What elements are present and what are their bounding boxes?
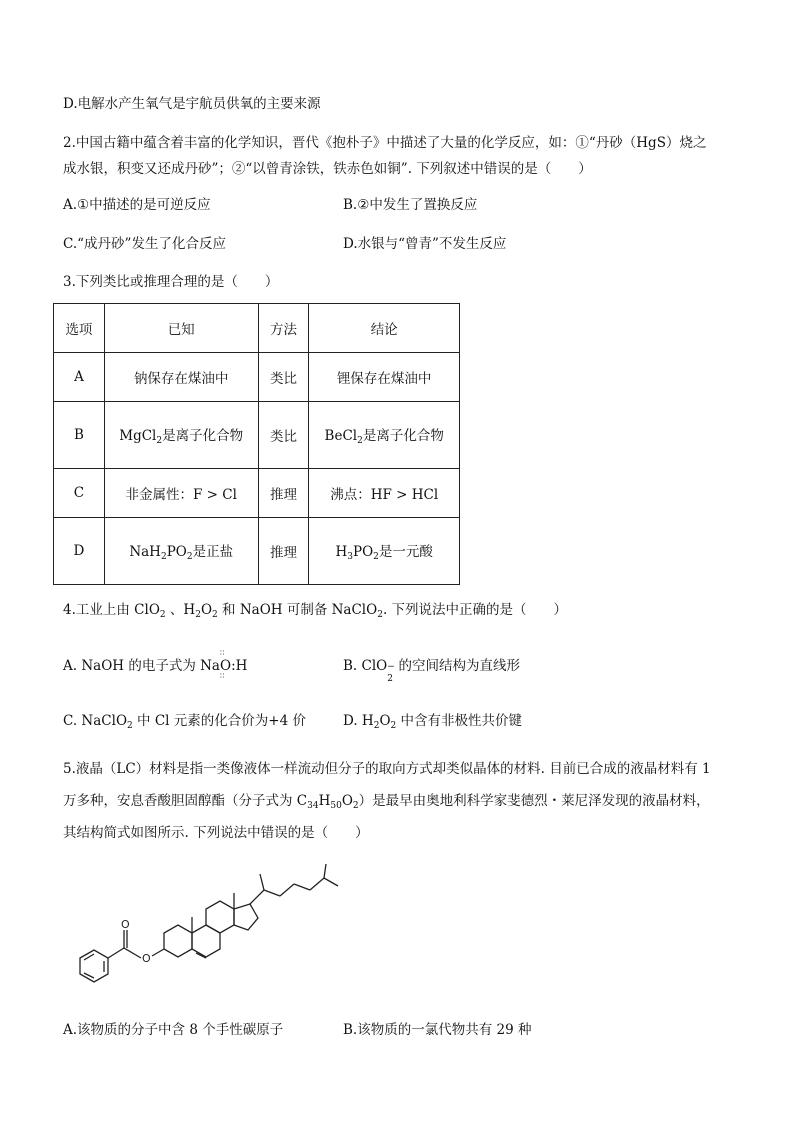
row-method: 类比 — [258, 402, 309, 469]
row-known: 钠保存在煤油中 — [104, 353, 258, 402]
q5-stem-line2: 万多种，安息香酸胆固醇酯（分子式为 $C_{34}H_{50}O_2$）是最早由奥地利科学家斐德烈・莱尼泽发现的液晶材料， — [63, 793, 710, 811]
carbonyl-oxygen: O — [121, 918, 130, 931]
cholesteryl-benzoate-structure — [66, 860, 366, 995]
lewis-oxygen: ∶∶ O ∶∶ — [219, 649, 232, 680]
row-option: D — [54, 518, 105, 585]
q5-stem-line1: 5.液晶（LC）材料是指一类像液体一样流动但分子的取向方式却类似晶体的材料. 目前已合成的液晶材料有 1 — [63, 761, 711, 777]
row-conclusion: 锂保存在煤油中 — [309, 353, 460, 402]
row-known: 非金属性：F > Cl — [104, 469, 258, 518]
row-method: 推理 — [258, 469, 309, 518]
row-option: B — [54, 402, 105, 469]
row-option: C — [54, 469, 105, 518]
header-option: 选项 — [54, 304, 105, 353]
q1-option-d: D.电解水产生氧气是宇航员供氧的主要来源 — [63, 96, 321, 112]
row-conclusion: BeCl$_2$是离子化合物 — [309, 402, 460, 469]
q4-option-a: A. NaOH 的电子式为 Na ∶∶ O ∶∶ :H — [63, 649, 248, 680]
q3-stem: 3.下列类比或推理合理的是（ ） — [63, 274, 279, 290]
q5-option-a: A.该物质的分子中含 8 个手性碳原子 — [63, 1022, 284, 1038]
lone-pair-top: ∶∶ — [219, 649, 226, 657]
row-option: A — [54, 353, 105, 402]
header-conclusion: 结论 — [309, 304, 460, 353]
q4-stem: 4.工业上由 ClO$_2$ 、$H_2O_2$ 和 NaOH 可制备 NaClO$_2$. 下列说法中正确的是（ ） — [63, 602, 568, 620]
table-header-row — [54, 304, 460, 353]
q2-option-d: D.水银与“曾青”不发生反应 — [343, 236, 507, 252]
header-known: 已知 — [104, 304, 258, 353]
table-row — [54, 353, 460, 402]
row-method: 推理 — [258, 518, 309, 585]
q5-stem-line3: 其结构简式如图所示. 下列说法中错误的是（ ） — [63, 825, 369, 841]
row-conclusion: $H_3PO_2$是一元酸 — [309, 518, 460, 585]
table-row — [54, 469, 460, 518]
q4-option-d: D. $H_2O_2$ 中含有非极性共价键 — [343, 713, 523, 731]
q3-table — [53, 303, 460, 585]
row-known: MgCl$_2$是离子化合物 — [104, 402, 258, 469]
table-row — [54, 402, 460, 469]
q5-option-b: B.该物质的一氯代物共有 29 种 — [343, 1022, 532, 1038]
q2-stem-line1: 2.中国古籍中蕴含着丰富的化学知识，晋代《抱朴子》中描述了大量的化学反应，如：①“丹砂（HgS）烧之 — [63, 135, 707, 151]
header-method: 方法 — [258, 304, 309, 353]
q2-stem-line2: 成水银，积变又还成丹砂”；②“以曾青涂铁，铁赤色如铜”. 下列叙述中错误的是（ ） — [63, 161, 592, 177]
q2-option-c: C.“成丹砂”发生了化合反应 — [63, 236, 226, 252]
q2-option-b: B.②中发生了置换反应 — [343, 197, 478, 213]
row-known: $NaH_2PO_2$是正盐 — [104, 518, 258, 585]
q4-option-c: C. NaClO$_2$ 中 Cl 元素的化合价为+4 价 — [63, 713, 306, 731]
lone-pair-bottom: ∶∶ — [219, 672, 226, 680]
ester-oxygen: O — [142, 952, 151, 965]
row-method: 类比 — [258, 353, 309, 402]
row-conclusion: 沸点：HF > HCl — [309, 469, 460, 518]
q2-option-a: A.①中描述的是可逆反应 — [63, 197, 211, 213]
table-row — [54, 518, 460, 585]
q4-option-b: B. ClO − 2 的空间结构为直线形 — [343, 658, 521, 684]
